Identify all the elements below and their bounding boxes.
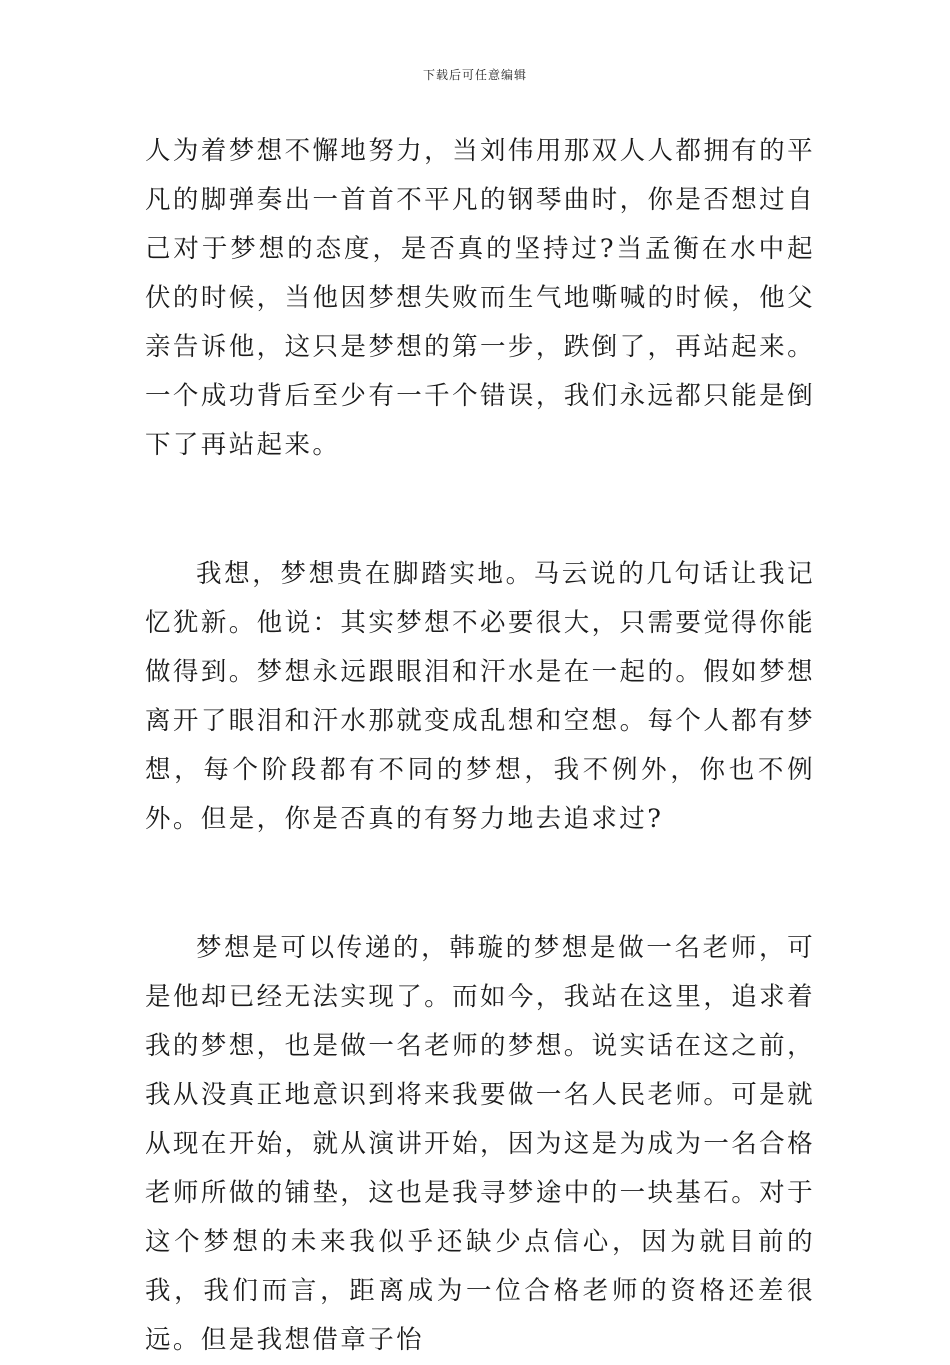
page-header: 下载后可任意编辑 xyxy=(422,68,527,82)
document-body xyxy=(145,127,815,1365)
paragraph-2: 我想，梦想贵在脚踏实地。马云说的几句话让我记忆犹新。他说：其实梦想不必要很大，只需要觉得你能做得到。梦想永远跟眼泪和汗水是在一起的。假如梦想离开了眼泪和汗水那就变成乱想和空想。每个人都有梦想，每个阶段都有不同的梦想，我不例外，你也不例外。但是，你是否真的有努力地去追求过? xyxy=(145,559,815,834)
paragraph-1: 人为着梦想不懈地努力，当刘伟用那双人人都拥有的平凡的脚弹奏出一首首不平凡的钢琴曲时，你是否想过自己对于梦想的态度，是否真的坚持过?当孟衡在水中起伏的时候，当他因梦想失败而生气地嘶喊的时候，他父亲告诉他，这只是梦想的第一步，跌倒了，再站起来。一个成功背后至少有一千个错误，我们永远都只能是倒下了再站起来。 xyxy=(145,136,815,460)
paragraph-spacer xyxy=(145,470,815,550)
paragraph-spacer xyxy=(145,844,815,924)
paragraph-3: 梦想是可以传递的，韩璇的梦想是做一名老师，可是他却已经无法实现了。而如今，我站在这里，追求着我的梦想，也是做一名老师的梦想。说实话在这之前，我从没真正地意识到将来我要做一名人民老师。可是就从现在开始，就从演讲开始，因为这是为成为一名合格老师所做的铺垫，这也是我寻梦途中的一块基石。对于这个梦想的未来我似乎还缺少点信心，因为就目前的我，我们而言，距离成为一位合格老师的资格还差很远。但是我想借章子怡 xyxy=(145,933,815,1355)
